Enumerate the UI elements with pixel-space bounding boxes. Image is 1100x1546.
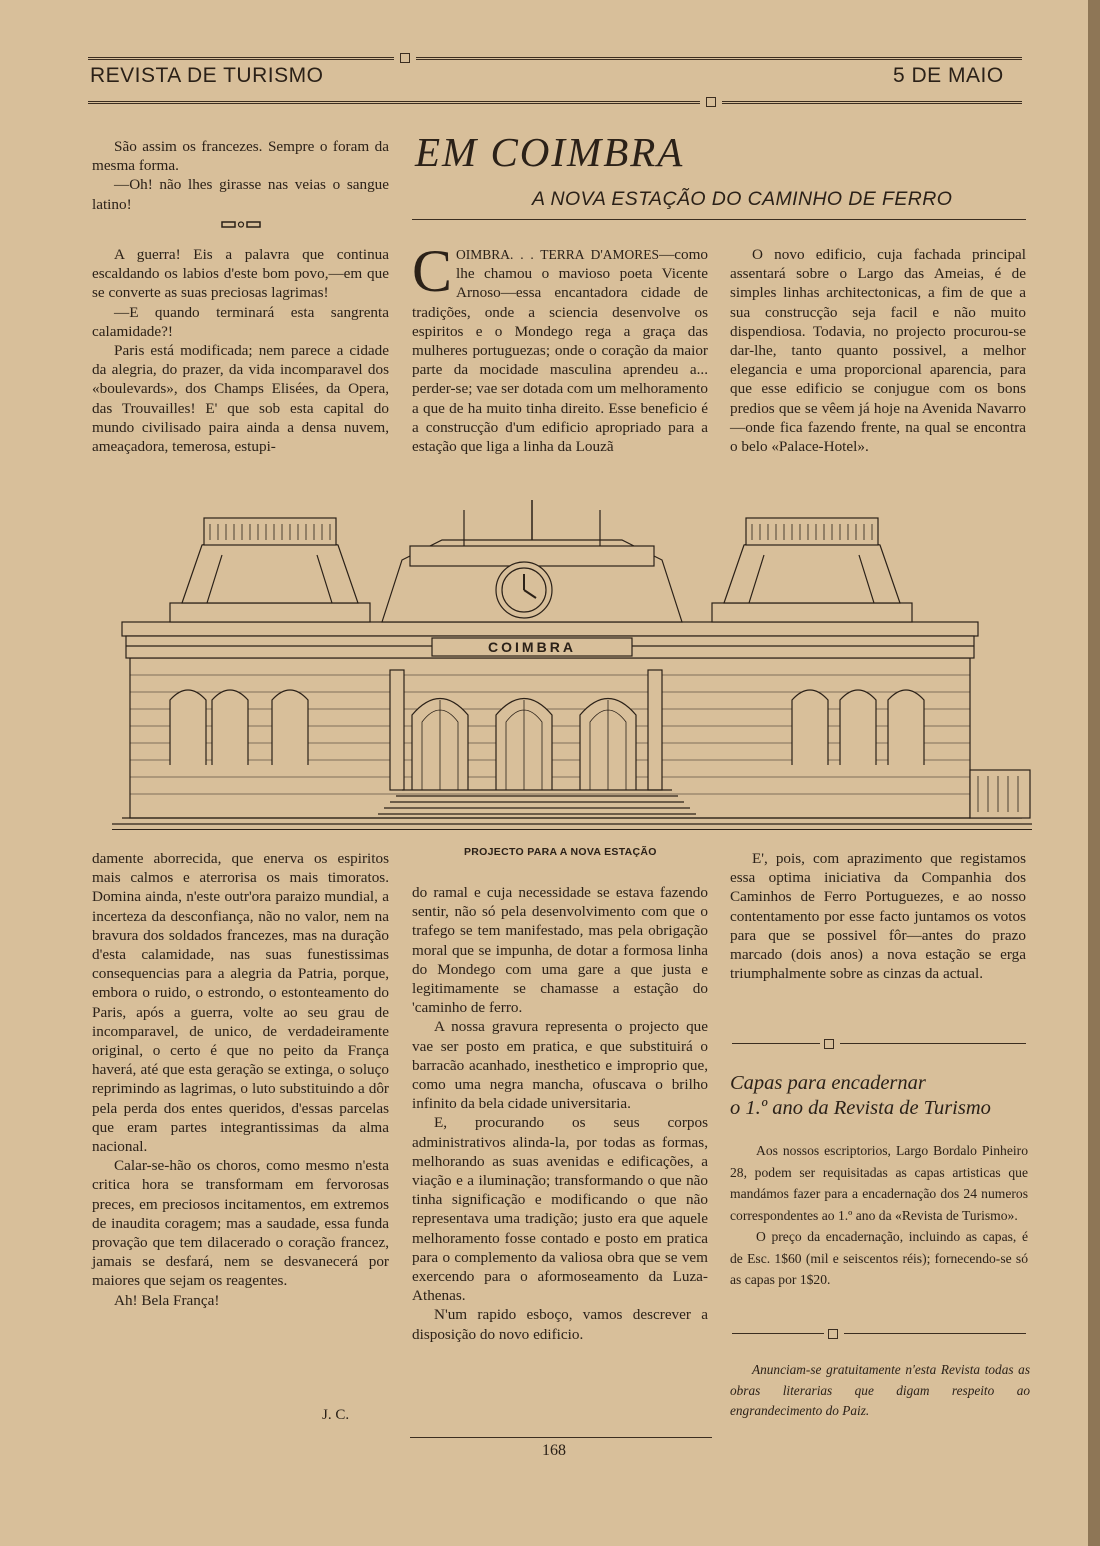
right-column-top (730, 245, 1026, 456)
dropcap: C (412, 238, 453, 304)
subtitle-underline (412, 219, 1026, 220)
signature: J. C. (322, 1407, 350, 1423)
paragraph: São assim os francezes. Sempre o foram da mesma forma. (92, 138, 389, 175)
paragraph: A guerra! Eis a palavra que continua escaldando os labios d'este bom povo,—em que se converte as suas preciosas lagrimas! (92, 246, 389, 302)
notice-rule-left (732, 1043, 820, 1044)
header-rule-bottom-right (722, 101, 1022, 104)
paragraph: A nossa gravura representa o projecto que vae ser posto em pratica, e que substituirá o barracão acanhado, inesthetico e improprio que, como uma negra mancha, ofuscava o brilho infinito da bela cidade universitaria. (412, 1018, 708, 1113)
left-column-bottom (92, 849, 389, 1310)
station-illustration (112, 500, 1032, 830)
closing-rule-right (844, 1333, 1026, 1334)
header-ornament-bottom (706, 97, 716, 107)
closing-ornament (828, 1329, 838, 1339)
middle-column-bottom (412, 883, 708, 1344)
journal-name: REVISTA DE TURISMO (90, 64, 324, 87)
header-rule-top-right (416, 57, 1022, 60)
footer-rule (410, 1437, 712, 1438)
notice-ornament (824, 1039, 834, 1049)
header-ornament-top (400, 53, 410, 63)
article-title: EM COIMBRA (415, 129, 685, 175)
notice-body (730, 1140, 1028, 1291)
page-number: 168 (542, 1442, 566, 1459)
paragraph: E, procurando os seus corpos administrativos alinda-la, por todas as formas, melhorando as suas avenidas e edificações, a viação e a iluminação; transformando o que não tinha significação e modificando o que não representava uma tradição; justo era que aquele melhoramento fosse contado e posto em pratica para o complemento da valiosa obra que se vem exercendo para o aformoseamento da Luza-Athenas. (412, 1114, 708, 1305)
closing-rule-left (732, 1333, 824, 1334)
paragraph: Aos nossos escriptorios, Largo Bordalo Pinheiro 28, podem ser requisitadas as capas artisticas que mandámos fazer para a encadernação dos 24 numeros correspondentes ao 1.º ano da «Revista de Turismo». (730, 1143, 1028, 1223)
paragraph: Anunciam-se gratuitamente n'esta Revista todas as obras literarias que digam respeito ao engrandecimento do Paiz. (730, 1362, 1030, 1418)
left-column-top (92, 137, 389, 214)
paragraph: damente aborrecida, que enerva os espiritos mais calmos e aterrorisa os mais timoratos. Domina ainda, n'este outr'ora paraizo mundial, a incerteza da desconfiança, não no valor, nem na bravura dos soldados francezes, mas na duração d'esta calamidade, nas suas funestissimas consequencias para a alegria da Patria, porque, embora o ruido, o estrondo, o estonteamento do Paris, após a guerra, volte ao seu grau de incomparavel, de unico, de verdadeiramente original, o certo é que no peito da França haverá, até que esta geração se extinga, o soluço reprimindo as lagrimas, o luto substituindo a dôr pela perda dos entes queridos, d'essas parcelas que eram partes integrantissimas da alma nacional. (92, 850, 389, 1156)
header-rule-top-left (88, 57, 394, 60)
paragraph: E', pois, com aprazimento que registamos essa optima iniciativa da Companhia dos Caminhos de Ferro Portuguezes, e ao nosso contentamento por esse facto juntamos os votos para que se possivel fôr—antes do prazo marcado (dois anos) a nova estação se erga triumphalmente sobre as cinzas da actual. (730, 850, 1026, 983)
notice-heading-line1: Capas para encadernar (730, 1072, 926, 1094)
right-column-bottom (730, 849, 1026, 983)
illustration-caption: PROJECTO PARA A NOVA ESTAÇÃO (464, 846, 657, 858)
closing-notice (730, 1360, 1030, 1422)
issue-date: 5 DE MAIO (893, 64, 1004, 87)
page-edge (1088, 0, 1100, 1546)
intro-lead: OIMBRA. . . TERRA D'AMORES (456, 247, 660, 262)
paragraph: —Oh! não lhes girasse nas veias o sangue latino! (92, 176, 389, 213)
paragraph: N'um rapido esboço, vamos descrever a disposição do novo edificio. (412, 1306, 708, 1343)
paragraph: O novo edificio, cuja fachada principal assentará sobre o Largo das Ameias, é de simples linhas architectonicas, a fim de que a sua construcção seja facil e não muito dispendiosa. Todavia, no projecto procurou-se dar-lhe, tanto quanto possivel, a melhor elegancia e uma proporcional aparencia, para que esse edificio se conjugue com os bons predios que se vêem já hoje na Avenida Navarro—onde fica fazendo frente, na qual se encontra o belo «Palace-Hotel». (730, 246, 1026, 456)
paragraph: Paris está modificada; nem parece a cidade da alegria, do prazer, da vida incomparavel dos «boulevards», dos Champs Elisées, da Opera, das Trouvailles! E' que sob esta capital do mundo civilisado paira ainda a densa nuvem, ameaçadora, temerosa, estupi- (92, 342, 389, 456)
notice-heading-line2: o 1.º ano da Revista de Turismo (730, 1097, 991, 1119)
intro-text: —como lhe chamou o mavioso poeta Vicente Arnoso—essa encantadora cidade de tradições, onde a sciencia desenvolve os espiritos e o Mondego rega a graça das mulheres portuguezas; onde o coração da maior parte da mocidade masculina aprendeu a... perder-se; vae ser dotada com um melhoramento a que de ha muito tinha direito. Esse beneficio é a construcção d'um edificio apropriado para a estação que liga a linha da Louzã (412, 246, 708, 456)
paragraph: O preço da encadernação, incluindo as capas, é de Esc. 1$60 (mil e seiscentos réis); fornecendo-se só as capas por 1$20. (730, 1229, 1028, 1287)
paragraph: Calar-se-hão os choros, como mesmo n'esta critica hora se transformam em fervorosas preces, em preciosos incitamentos, em extremos de inaudita coragem; mas a saudade, essa funda provação que tem dilacerado o coração francez, jamais se desfará, nem se desvanecerá por maiores que sejam os reagentes. (92, 1157, 389, 1290)
paragraph: do ramal e cuja necessidade se estava fazendo sentir, não só pela desenvolvimento com que o trafego se tem manifestado, mas pela obrigação moral que se impunha, de dotar a formosa linha do Mondego com uma gare a que justa e legitimamente se chamasse a estação do 'caminho de ferro. (412, 884, 708, 1017)
paragraph: —E quando terminará esta sangrenta calamidade?! (92, 303, 389, 340)
section-divider-ornament (221, 220, 261, 230)
intro-column (412, 238, 708, 456)
left-column-mid (92, 245, 389, 456)
notice-heading (730, 1071, 991, 1121)
article-subtitle: A NOVA ESTAÇÃO DO CAMINHO DE FERRO (532, 188, 953, 210)
header-rule-bottom-left (88, 101, 700, 104)
paragraph: Ah! Bela França! (114, 1291, 220, 1309)
notice-rule-right (840, 1043, 1026, 1044)
station-sign: COIMBRA (488, 639, 576, 655)
